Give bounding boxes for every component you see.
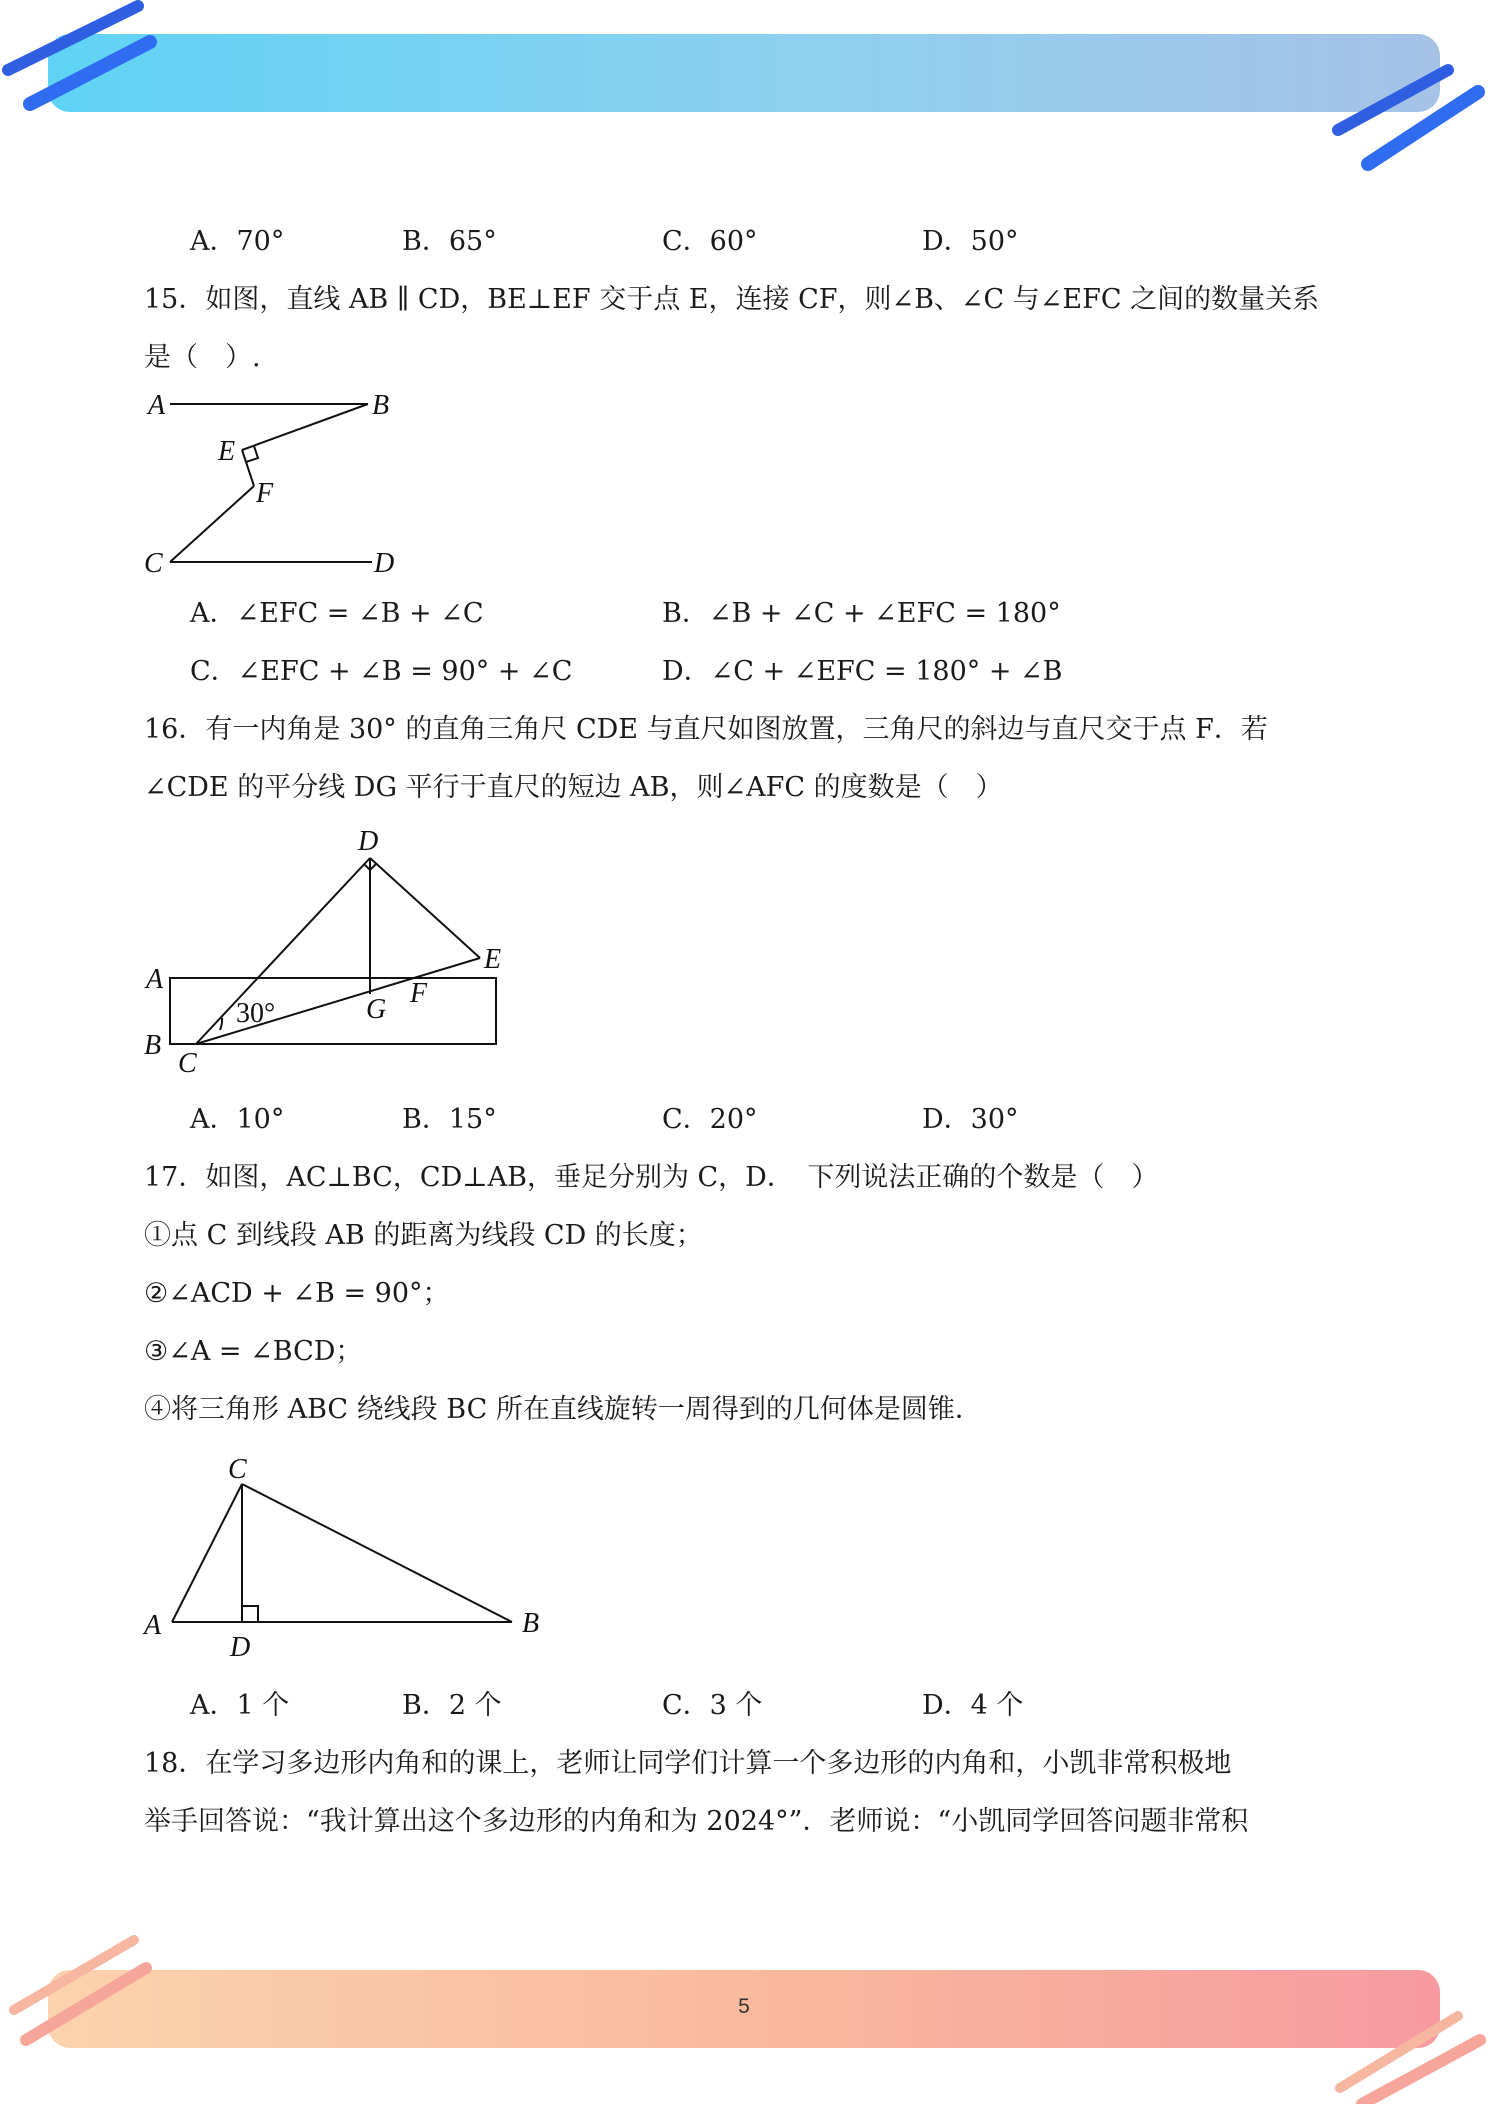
q16-option-d: D．30°: [922, 1104, 1019, 1135]
q16-stem-line2: ∠CDE 的平分线 DG 平行于直尺的短边 AB，则∠AFC 的度数是（ ）: [144, 772, 1003, 803]
q15-label-d: D: [374, 548, 395, 579]
q17-item-3: ③∠A = ∠BCD；: [144, 1336, 363, 1367]
q15-label-b: B: [372, 390, 390, 421]
q16-option-c: C．20°: [662, 1104, 758, 1135]
q16-label-b: B: [144, 1030, 162, 1061]
q15-stem-line1: 15．如图，直线 AB ∥ CD，BE⊥EF 交于点 E，连接 CF，则∠B、∠C 与∠EFC 之间的数量关系: [144, 284, 1320, 315]
q17-label-b: B: [522, 1608, 540, 1639]
q16-figure: [140, 822, 520, 1082]
q18-stem-line1: 18．在学习多边形内角和的课上，老师让同学们计算一个多边形的内角和，小凯非常积极地: [144, 1748, 1232, 1779]
q16-label-e: E: [484, 944, 502, 975]
q17-stem-line1: 17．如图，AC⊥BC，CD⊥AB，垂足分别为 C，D． 下列说法正确的个数是（ ）: [144, 1162, 1159, 1193]
q16-label-d: D: [358, 826, 379, 857]
q17-option-b: B．2 个: [402, 1690, 502, 1721]
page-number: 5: [738, 1995, 750, 2018]
q16-label-c: C: [178, 1048, 197, 1079]
q16-label-f: F: [410, 978, 428, 1009]
q15-label-e: E: [218, 436, 236, 467]
q15-label-f: F: [256, 478, 274, 509]
q16-label-g: G: [366, 994, 387, 1025]
q15-label-c: C: [144, 548, 163, 579]
q17-label-a: A: [144, 1610, 162, 1641]
q17-item-1: ①点 C 到线段 AB 的距离为线段 CD 的长度；: [144, 1220, 703, 1251]
q16-label-a: A: [146, 964, 164, 995]
q15-option-d: D．∠C + ∠EFC = 180° + ∠B: [662, 656, 1063, 687]
q17-option-c: C．3 个: [662, 1690, 763, 1721]
q14-option-d: D．50°: [922, 226, 1019, 257]
q17-label-d: D: [230, 1632, 251, 1663]
q18-stem-line2: 举手回答说：“我计算出这个多边形的内角和为 2024°”．老师说：“小凯同学回答问题非常积: [144, 1806, 1249, 1837]
q15-label-a: A: [148, 390, 166, 421]
q15-stem-line2: 是（ ）.: [144, 342, 261, 373]
header-banner: [48, 34, 1440, 112]
q16-stem-line1: 16．有一内角是 30° 的直角三角尺 CDE 与直尺如图放置，三角尺的斜边与直尺交于点 F．若: [144, 714, 1268, 745]
q15-option-a: A．∠EFC = ∠B + ∠C: [190, 598, 484, 629]
q15-option-b: B．∠B + ∠C + ∠EFC = 180°: [662, 598, 1061, 629]
q16-label-30deg: 30°: [236, 998, 276, 1029]
q16-option-b: B．15°: [402, 1104, 497, 1135]
q17-option-a: A．1 个: [190, 1690, 290, 1721]
q14-option-a: A．70°: [190, 226, 285, 257]
q14-option-c: C．60°: [662, 226, 758, 257]
q15-option-c: C．∠EFC + ∠B = 90° + ∠C: [190, 656, 573, 687]
q16-option-a: A．10°: [190, 1104, 285, 1135]
q17-label-c: C: [228, 1454, 247, 1485]
q15-figure: [140, 386, 420, 582]
q17-item-2: ②∠ACD + ∠B = 90°；: [144, 1278, 450, 1309]
q14-option-b: B．65°: [402, 226, 497, 257]
q17-figure: [140, 1446, 560, 1666]
q17-item-4: ④将三角形 ABC 绕线段 BC 所在直线旋转一周得到的几何体是圆锥．: [144, 1394, 982, 1425]
q17-option-d: D．4 个: [922, 1690, 1024, 1721]
